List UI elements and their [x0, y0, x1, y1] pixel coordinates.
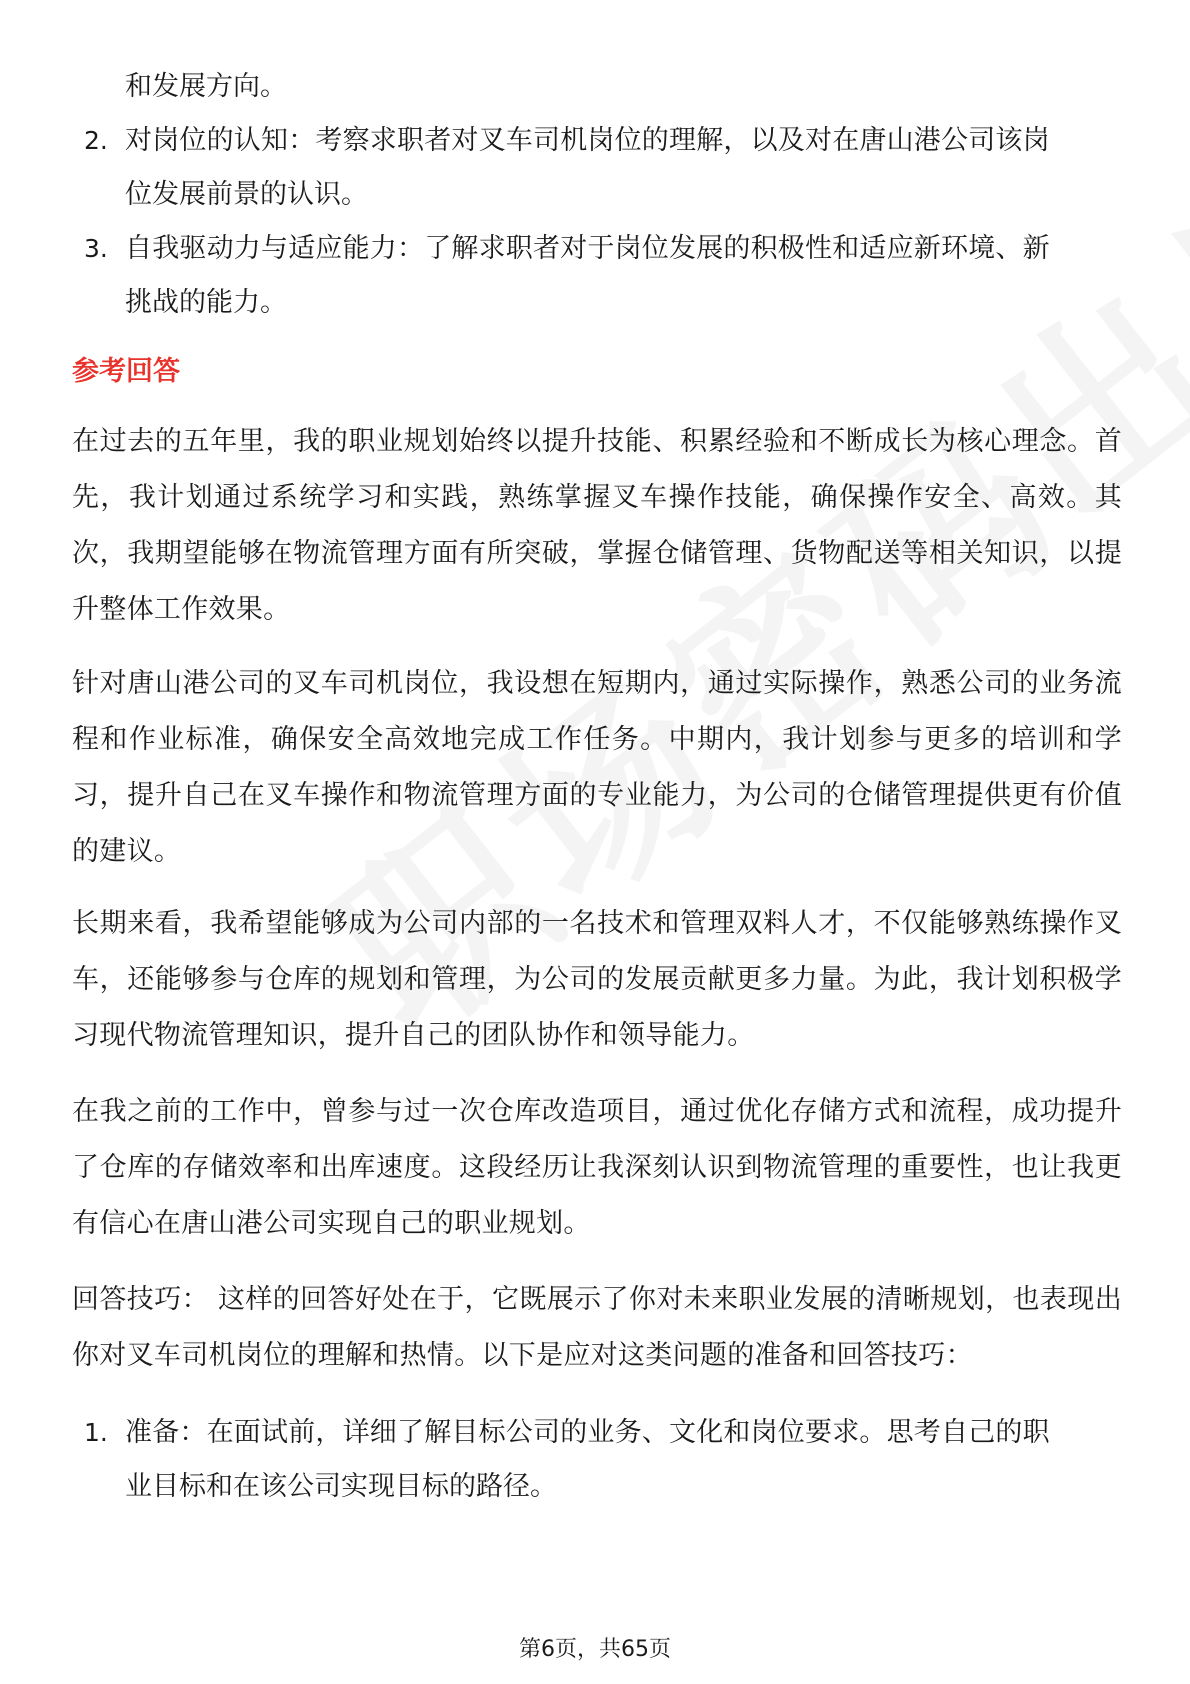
answer-paragraph-2: 针对唐山港公司的叉车司机岗位，我设想在短期内，通过实际操作，熟悉公司的业务流程和作业标准，确保安全高效地完成工作任务。中期内，我计划参与更多的培训和学习，提升自己在叉车操作和物流管理方面的专业能力，为公司的仓储管理提供更有价值的建议。 [72, 668, 1122, 867]
list-item-text-line2: 位发展前景的认识。 [125, 179, 368, 210]
answer-paragraph-1: 在过去的五年里，我的职业规划始终以提升技能、积累经验和不断成长为核心理念。首先，我计划通过系统学习和实践，熟练掌握叉车操作技能，确保操作安全、高效。其次，我期望能够在物流管理方面有所突破，掌握仓储管理、货物配送等相关知识，以提升整体工作效果。 [72, 426, 1122, 625]
list-item-text-line2: 挑战的能力。 [125, 287, 287, 318]
list-item-text: 自我驱动力与适应能力：了解求职者对于岗位发展的积极性和适应新环境、新 [125, 233, 1050, 264]
list-item-continuation: 和发展方向。 [125, 71, 287, 102]
page-number: 第6页，共65页 [519, 1637, 671, 1662]
list-item-number: 1. [84, 1418, 108, 1447]
list-item-text: 准备：在面试前，详细了解目标公司的业务、文化和岗位要求。思考自己的职 [125, 1417, 1050, 1448]
list-item-number: 3. [84, 234, 108, 263]
tips-paragraph: 回答技巧： 这样的回答好处在于，它既展示了你对未来职业发展的清晰规划，也表现出你对叉车司机岗位的理解和热情。以下是应对这类问题的准备和回答技巧： [72, 1284, 1122, 1371]
answer-paragraph-3: 长期来看，我希望能够成为公司内部的一名技术和管理双料人才，不仅能够熟练操作叉车，还能够参与仓库的规划和管理，为公司的发展贡献更多力量。为此，我计划积极学习现代物流管理知识，提升自己的团队协作和领导能力。 [72, 908, 1122, 1051]
answer-paragraph-4: 在我之前的工作中，曾参与过一次仓库改造项目，通过优化存储方式和流程，成功提升了仓库的存储效率和出库速度。这段经历让我深刻认识到物流管理的重要性，也让我更有信心在唐山港公司实现自己的职业规划。 [72, 1096, 1122, 1239]
list-item-text: 对岗位的认知：考察求职者对叉车司机岗位的理解，以及对在唐山港公司该岗 [125, 125, 1050, 156]
list-item-text-line2: 业目标和在该公司实现目标的路径。 [125, 1471, 557, 1502]
section-heading: 参考回答 [72, 356, 180, 387]
list-item-number: 2. [84, 126, 108, 155]
